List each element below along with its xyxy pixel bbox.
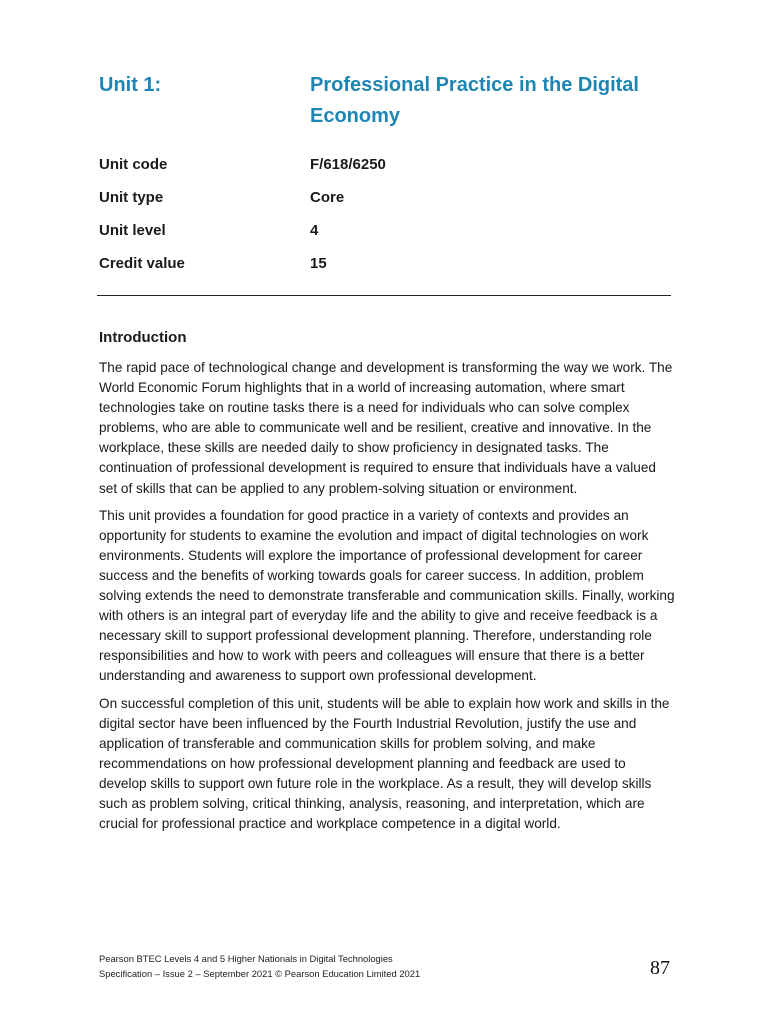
meta-value: 15 [310,255,327,272]
meta-row-unit-code [99,152,671,185]
introduction-body [99,358,677,841]
meta-row-credit-value [99,251,671,284]
unit-meta-table [99,152,671,284]
meta-label: Credit value [99,255,185,272]
section-divider [97,295,671,296]
meta-value: 4 [310,222,319,239]
footer-line: Pearson BTEC Levels 4 and 5 Higher Nationals in Digital Technologies [99,953,393,964]
footer-line: Specification – Issue 2 – September 2021 © Pearson Education Limited 2021 [99,968,421,979]
meta-value: Core [310,189,345,206]
page-number: 87 [650,957,670,979]
meta-label: Unit level [99,222,166,239]
meta-label: Unit type [99,189,164,206]
unit-title: Professional Practice in the Digital Economy [310,74,639,127]
meta-row-unit-level [99,218,671,251]
paragraph: On successful completion of this unit, students will be able to explain how work and skills in the digital sector have been influenced by the Fourth Industrial Revolution, justify the use and application of transferable and communication skills for problem solving, and make recommendations on how professional development planning and feedback are used to develop skills to support own future role in the workplace. As a result, they will develop skills such as problem solving, critical thinking, analysis, reasoning, and interpretation, which are crucial for professional practice and workplace competence in a digital world. [99,695,670,832]
page-footer [99,951,420,981]
section-heading-introduction: Introduction [99,329,187,346]
meta-label: Unit code [99,156,168,173]
meta-value: F/618/6250 [310,156,386,173]
paragraph: The rapid pace of technological change and development is transforming the way we work. The World Economic Forum highlights that in a world of increasing automation, where smart technologies take on routine tasks there is a need for individuals who can solve complex problems, who are able to communicate well and be resilient, creative and innovative. In the workplace, these skills are needed daily to show proficiency in designated tasks. The continuation of professional development is required to ensure that individuals have a valued set of skills that can be applied to any problem-solving situation or environment. [99,360,673,496]
meta-row-unit-type [99,185,671,218]
unit-number: Unit 1: [99,74,162,96]
paragraph: This unit provides a foundation for good practice in a variety of contexts and provides an opportunity for students to examine the evolution and impact of digital technologies on work environments. Students will explore the importance of professional development for career success and the benefits of working towards goals for career success. In addition, problem solving extends the need to demonstrate transferable and communication skills. Finally, working with others is an integral part of everyday life and the ability to give and receive feedback is a necessary skill to support professional development planning. Therefore, understanding role responsibilities and how to work with peers and colleagues will ensure that there is a better understanding and awareness to support own professional development. [99,507,675,684]
